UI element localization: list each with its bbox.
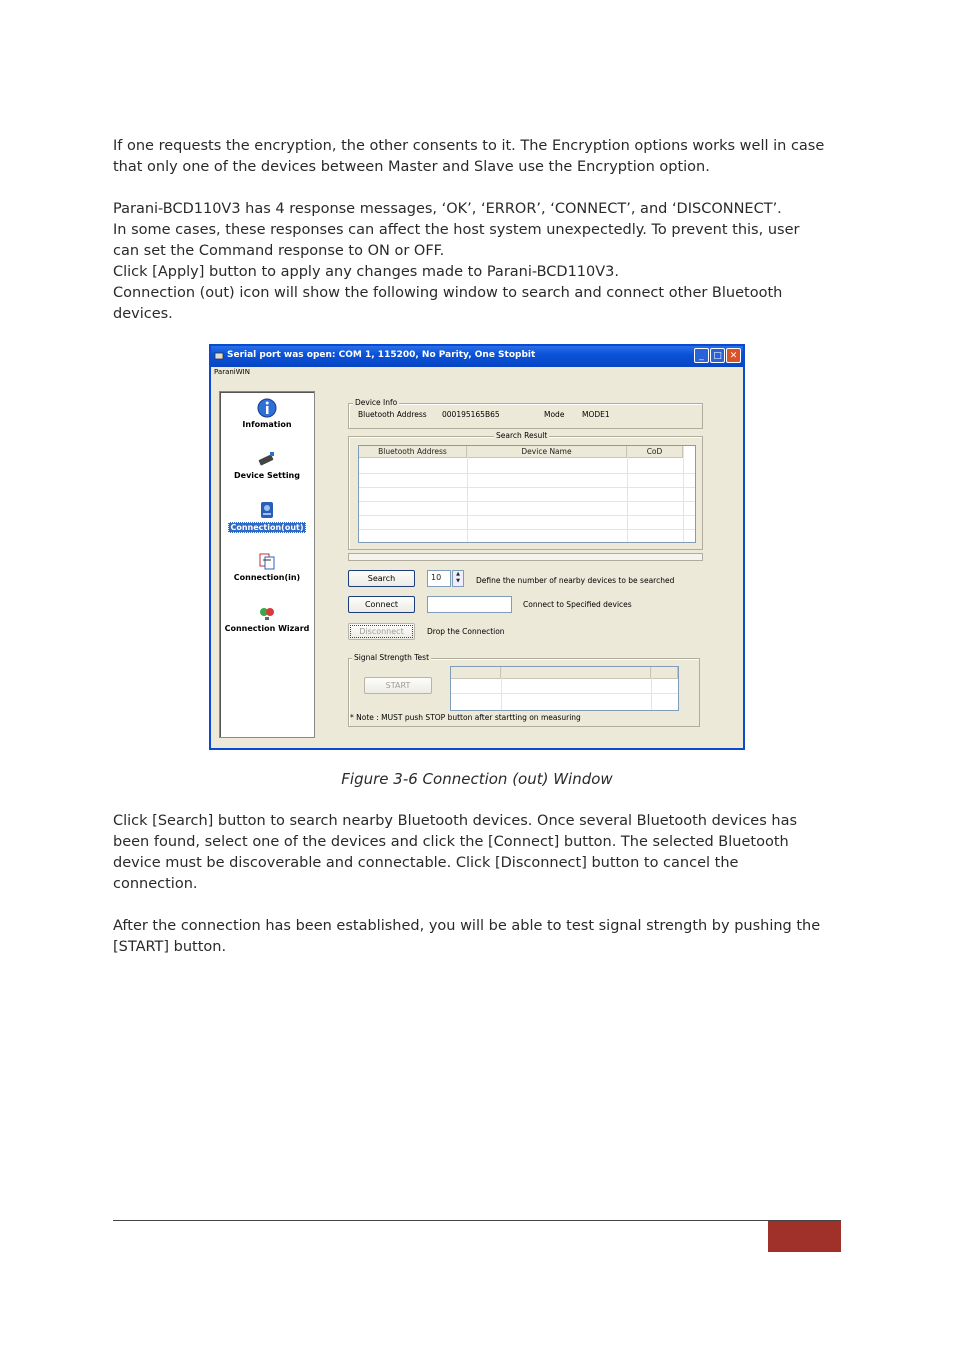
device-info-group [348, 398, 703, 429]
column-header[interactable]: Device Name [467, 446, 627, 458]
bluetooth-address-value: 000195165B65 [442, 410, 500, 419]
grid-line [501, 667, 502, 710]
text-line: Click [Apply] button to apply any changes made to Parani-BCD110V3. [113, 264, 620, 280]
app-icon [214, 351, 224, 361]
grid-line [359, 501, 695, 502]
connect-button[interactable]: Connect [348, 596, 415, 613]
signal-strength-group [348, 653, 700, 727]
progress-bar [348, 553, 703, 561]
sidebar [219, 391, 315, 738]
search-result-group [348, 431, 703, 550]
figure-caption: Figure 3-6 Connection (out) Window [341, 770, 613, 788]
text-line: can set the Command response to ON or OFF. [113, 243, 445, 259]
start-button[interactable]: START [364, 677, 432, 694]
sidebar-item-label: Connection(out) [230, 523, 304, 532]
menu-bar[interactable]: ParaniWIN [214, 368, 250, 376]
sidebar-item-connection-wizard[interactable] [220, 601, 314, 633]
signal-table [450, 666, 679, 711]
sidebar-item-connection-out[interactable] [220, 499, 314, 533]
search-count-input[interactable]: 10 [427, 570, 451, 587]
column-header [501, 667, 651, 679]
text-line: connection. [113, 876, 198, 892]
text-line: In some cases, these responses can affect the host system unexpectedly. To prevent this, user [113, 222, 800, 238]
grid-line [651, 667, 652, 710]
window-title: Serial port was open: COM 1, 115200, No Parity, One Stopbit [227, 350, 536, 360]
disconnect-hint: Drop the Connection [427, 627, 505, 636]
text-line: Connection (out) icon will show the following window to search and connect other Bluetooth [113, 285, 783, 301]
title-bar[interactable] [211, 346, 743, 367]
grid-line [359, 529, 695, 530]
grid-line [359, 473, 695, 474]
grid-line [683, 446, 684, 542]
minimize-button[interactable]: _ [694, 348, 709, 363]
sidebar-item-device-setting[interactable] [220, 448, 314, 480]
group-label: Signal Strength Test [354, 653, 430, 662]
text-line: [START] button. [113, 939, 227, 955]
grid-line [359, 515, 695, 516]
text-line: Parani-BCD110V3 has 4 response messages, ‘OK’, ‘ERROR’, ‘CONNECT’, and ‘DISCONNECT’. [113, 201, 782, 217]
paraniwin-window [209, 344, 745, 750]
column-header[interactable]: Bluetooth Address [359, 446, 467, 458]
wizard-icon [256, 601, 278, 623]
text-line: If one requests the encryption, the other consents to it. The Encryption options works well in case [113, 138, 825, 154]
info-icon [256, 397, 278, 419]
sidebar-item-connection-in[interactable] [220, 550, 314, 582]
sidebar-item-label: Connection(in) [233, 573, 301, 582]
paragraph-search [113, 811, 840, 895]
connect-hint: Connect to Specified devices [523, 600, 632, 609]
sidebar-item-label: Infomation [242, 420, 292, 429]
search-hint: Define the number of nearby devices to be searched [476, 576, 675, 585]
mode-label: Mode [544, 410, 565, 419]
text-line: that only one of the devices between Master and Slave use the Encryption option. [113, 159, 710, 175]
sidebar-item-label: Device Setting [234, 471, 300, 480]
connection-out-icon [256, 499, 278, 521]
bluetooth-address-label: Bluetooth Address [358, 410, 427, 419]
footer-divider [113, 1220, 841, 1221]
group-label: Device Info [355, 398, 398, 407]
sidebar-item-information[interactable] [220, 397, 314, 429]
connection-in-icon [256, 550, 278, 572]
column-header[interactable]: CoD [627, 446, 683, 458]
text-line: devices. [113, 306, 173, 322]
column-header [651, 667, 678, 679]
text-line: device must be discoverable and connectable. Click [Disconnect] button to cancel the [113, 855, 739, 871]
mode-value: MODE1 [582, 410, 610, 419]
search-result-table[interactable] [358, 445, 696, 543]
grid-line [627, 446, 628, 542]
connect-address-input[interactable] [427, 596, 512, 613]
grid-line [467, 446, 468, 542]
disconnect-button[interactable]: Disconnect [348, 623, 415, 640]
group-label: Search Result [496, 431, 548, 440]
grid-line [451, 693, 678, 694]
page-number-block [768, 1221, 841, 1252]
device-icon [256, 448, 278, 470]
count-spinner[interactable]: ▲ ▼ [452, 570, 464, 587]
column-header [451, 667, 501, 679]
close-button[interactable]: ✕ [726, 348, 741, 363]
text-line: After the connection has been established, you will be able to test signal strength by pushing the [113, 918, 821, 934]
grid-line [359, 487, 695, 488]
paragraph-responses [113, 199, 840, 325]
text-line: been found, select one of the devices and click the [Connect] button. The selected Bluetooth [113, 834, 789, 850]
maximize-button[interactable]: □ [710, 348, 725, 363]
sidebar-item-label: Connection Wizard [224, 624, 310, 633]
paragraph-encryption [113, 136, 840, 178]
signal-note: * Note : MUST push STOP button after startting on measuring [350, 713, 581, 722]
paragraph-signal [113, 916, 840, 958]
text-line: Click [Search] button to search nearby Bluetooth devices. Once several Bluetooth devices has [113, 813, 798, 829]
search-button[interactable]: Search [348, 570, 415, 587]
